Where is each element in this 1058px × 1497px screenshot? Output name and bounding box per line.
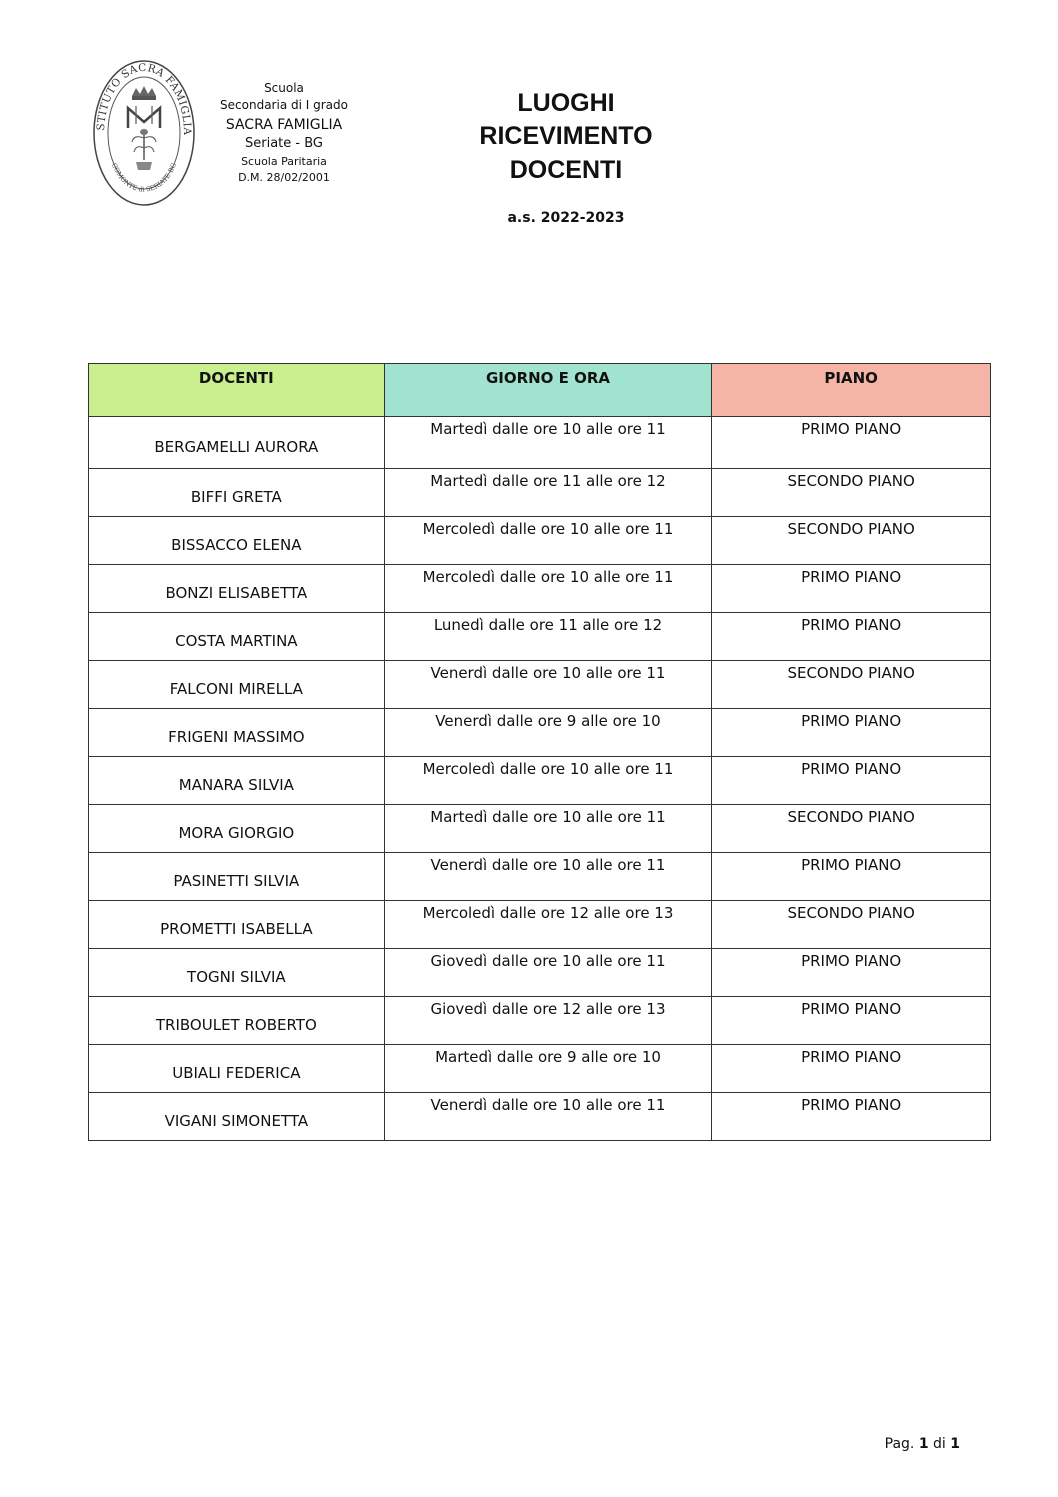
school-name: SACRA FAMIGLIA bbox=[225, 116, 343, 133]
table-row bbox=[89, 853, 991, 901]
school-info bbox=[205, 80, 363, 186]
reception-time: Venerdì dalle ore 10 alle ore 11 bbox=[384, 853, 712, 901]
table-row bbox=[89, 1093, 991, 1141]
teacher-name: UBIALI FEDERICA bbox=[89, 1045, 385, 1093]
floor: SECONDO PIANO bbox=[712, 469, 991, 517]
table-row bbox=[89, 757, 991, 805]
logo-text-bottom: COMONTE di SERIATE BG bbox=[109, 161, 179, 194]
floor: PRIMO PIANO bbox=[712, 949, 991, 997]
reception-time: Venerdì dalle ore 10 alle ore 11 bbox=[384, 1093, 712, 1141]
reception-time: Venerdì dalle ore 10 alle ore 11 bbox=[384, 661, 712, 709]
reception-time: Martedì dalle ore 10 alle ore 11 bbox=[384, 417, 712, 469]
reception-time: Giovedì dalle ore 10 alle ore 11 bbox=[384, 949, 712, 997]
reception-time: Mercoledì dalle ore 10 alle ore 11 bbox=[384, 517, 712, 565]
title-line-1: LUOGHI bbox=[517, 89, 615, 117]
reception-time: Lunedì dalle ore 11 alle ore 12 bbox=[384, 613, 712, 661]
table-row bbox=[89, 805, 991, 853]
column-header-docenti: DOCENTI bbox=[89, 364, 385, 417]
floor: SECONDO PIANO bbox=[712, 517, 991, 565]
title-line-2: RICEVIMENTO bbox=[479, 122, 653, 151]
reception-time: Mercoledì dalle ore 10 alle ore 11 bbox=[384, 565, 712, 613]
reception-time: Mercoledì dalle ore 10 alle ore 11 bbox=[384, 757, 712, 805]
floor: PRIMO PIANO bbox=[712, 709, 991, 757]
title-line-3: DOCENTI bbox=[509, 155, 623, 184]
column-header-giorno-ora: GIORNO E ORA bbox=[384, 364, 712, 417]
reception-time: Venerdì dalle ore 9 alle ore 10 bbox=[384, 709, 712, 757]
teacher-name: VIGANI SIMONETTA bbox=[89, 1093, 385, 1141]
floor: PRIMO PIANO bbox=[712, 565, 991, 613]
reception-time: Giovedì dalle ore 12 alle ore 13 bbox=[384, 997, 712, 1045]
table-row bbox=[89, 565, 991, 613]
floor: PRIMO PIANO bbox=[712, 997, 991, 1045]
table-header-row bbox=[89, 364, 991, 417]
teacher-name: MANARA SILVIA bbox=[89, 757, 385, 805]
column-header-piano: PIANO bbox=[712, 364, 991, 417]
teacher-name: PROMETTI ISABELLA bbox=[89, 901, 385, 949]
school-logo-seal bbox=[90, 58, 198, 208]
teacher-name: COSTA MARTINA bbox=[89, 613, 385, 661]
teacher-name: BERGAMELLI AURORA bbox=[89, 417, 385, 469]
logo-text-top: STITUTO SACRA FAMIGLIA bbox=[94, 61, 194, 136]
floor: PRIMO PIANO bbox=[712, 1093, 991, 1141]
page-number bbox=[885, 1436, 960, 1452]
schedule-table bbox=[88, 363, 991, 1141]
floor: PRIMO PIANO bbox=[712, 417, 991, 469]
floor: PRIMO PIANO bbox=[712, 757, 991, 805]
school-year: a.s. 2022-2023 bbox=[507, 210, 625, 226]
floor: PRIMO PIANO bbox=[712, 1045, 991, 1093]
table-row bbox=[89, 469, 991, 517]
table-row bbox=[89, 997, 991, 1045]
teacher-name: MORA GIORGIO bbox=[89, 805, 385, 853]
page-title bbox=[440, 87, 692, 187]
school-type: Scuola Paritaria bbox=[241, 154, 327, 168]
teacher-name: BIFFI GRETA bbox=[89, 469, 385, 517]
page-total: 1 bbox=[950, 1436, 960, 1452]
table-row bbox=[89, 709, 991, 757]
table-row bbox=[89, 901, 991, 949]
table-row bbox=[89, 613, 991, 661]
table-row bbox=[89, 661, 991, 709]
table-row bbox=[89, 1045, 991, 1093]
floor: SECONDO PIANO bbox=[712, 661, 991, 709]
page-prefix: Pag. bbox=[884, 1436, 915, 1452]
page-current: 1 bbox=[918, 1436, 929, 1452]
teacher-name: TOGNI SILVIA bbox=[89, 949, 385, 997]
reception-time: Mercoledì dalle ore 12 alle ore 13 bbox=[384, 901, 712, 949]
school-line-2: Secondaria di I grado bbox=[220, 98, 348, 113]
table-row bbox=[89, 417, 991, 469]
floor: SECONDO PIANO bbox=[712, 901, 991, 949]
teacher-name: FALCONI MIRELLA bbox=[89, 661, 385, 709]
teacher-name: BISSACCO ELENA bbox=[89, 517, 385, 565]
teacher-name: PASINETTI SILVIA bbox=[89, 853, 385, 901]
page-sep: di bbox=[933, 1436, 946, 1452]
reception-time: Martedì dalle ore 10 alle ore 11 bbox=[384, 805, 712, 853]
school-decree: D.M. 28/02/2001 bbox=[238, 170, 330, 184]
table-row bbox=[89, 949, 991, 997]
teacher-name: FRIGENI MASSIMO bbox=[89, 709, 385, 757]
teacher-name: BONZI ELISABETTA bbox=[89, 565, 385, 613]
reception-time: Martedì dalle ore 11 alle ore 12 bbox=[384, 469, 712, 517]
table-row bbox=[89, 517, 991, 565]
teacher-name: TRIBOULET ROBERTO bbox=[89, 997, 385, 1045]
floor: SECONDO PIANO bbox=[712, 805, 991, 853]
school-line-1: Scuola bbox=[264, 81, 304, 95]
reception-time: Martedì dalle ore 9 alle ore 10 bbox=[384, 1045, 712, 1093]
school-city: Seriate - BG bbox=[245, 136, 323, 152]
floor: PRIMO PIANO bbox=[712, 613, 991, 661]
floor: PRIMO PIANO bbox=[712, 853, 991, 901]
